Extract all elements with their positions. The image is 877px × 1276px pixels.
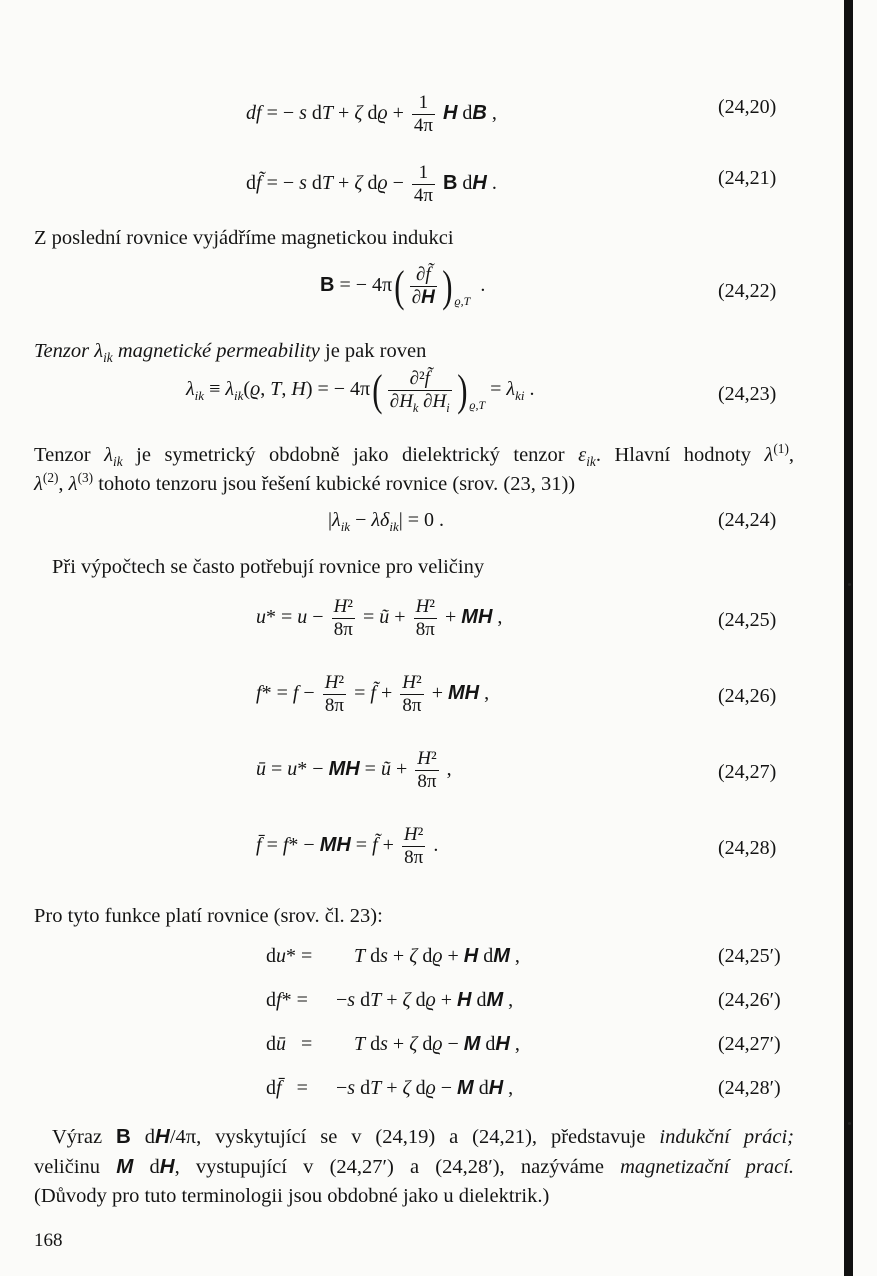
- fraction: $\frac{\partial f̃}{\partial H}$: [411, 264, 435, 308]
- equation-24-27p-lhs: dū =: [266, 1033, 313, 1055]
- page-number: 168: [34, 1230, 63, 1251]
- fraction: $\frac{1}{4\pi}$: [413, 92, 433, 136]
- fraction: $\frac{\text{H²}}{8\pi}$: [403, 824, 424, 868]
- equation-number: (24,20): [718, 96, 777, 118]
- paragraph: [34, 224, 794, 253]
- text-run: indukční práci;: [659, 1126, 795, 1148]
- scan-speck: [848, 583, 851, 586]
- text-line: (Důvody pro tuto terminologii jsou obdobné jako u dielektrik.): [34, 1185, 550, 1207]
- paragraph: Výraz B dH/4π, vyskytující se v (24,19) a (24,21), představuje indukční práci; veličinu M dH, vystupující v (24,27′) a (24,28′), nazýváme magnetizační prací. (Důvody pro tuto terminologii jsou obdobné jako u dielektrik.): [34, 1122, 794, 1211]
- text-line: Pro tyto funkce platí rovnice (srov. čl. 23):: [34, 905, 383, 927]
- equation-24-25p-rhs: T ds + ζ dϱ + H dM ,: [354, 945, 520, 967]
- equation-number: (24,27): [718, 761, 777, 783]
- equation-24-27p-rhs: T ds + ζ dϱ − M dH ,: [354, 1033, 520, 1055]
- equation-number: (24,28): [718, 837, 777, 859]
- equation-number: (24,24): [718, 509, 777, 531]
- equation-number: (24,27′): [718, 1033, 781, 1055]
- equation-number: (24,25′): [718, 945, 781, 967]
- text-run: magnetizační prací.: [620, 1156, 795, 1178]
- equation-number: (24,26): [718, 685, 777, 707]
- equation-24-28: f̄ = f* − MH = f̃ + $\frac{\text{H²}}{8\pi}$ .: [256, 824, 439, 868]
- text-run: veličinu: [34, 1156, 101, 1178]
- paragraph: Tenzor $\lambda_{ik}$ magnetické permeability je pak roven: [34, 340, 427, 366]
- fraction: $\frac{\text{∂²f̃}}{\partial H_k \partial H_i}$: [389, 368, 450, 415]
- text-run: Výraz: [52, 1126, 103, 1148]
- text-line: Z poslední rovnice vyjádříme magnetickou indukci: [34, 227, 454, 249]
- text-run: je pak roven: [325, 340, 427, 362]
- text-line: Při výpočtech se často potřebují rovnice pro veličiny: [52, 556, 485, 578]
- equation-24-26p-rhs: −s dT + ζ dϱ + H dM ,: [336, 989, 514, 1011]
- equation-number: (24,23): [718, 383, 777, 405]
- equation-number: (24,21): [718, 167, 777, 189]
- fraction: $\frac{\text{H²}}{8\pi}$: [415, 596, 435, 640]
- fraction: $\frac{\text{H²}}{8\pi}$: [402, 672, 422, 716]
- paragraph: Tenzor $\lambda_{ik}$ je symetrický obdobně jako dielektrický tenzor $\varepsilon_{ik}$. Hlavní hodnoty $\lambda^{(1)}$, $\lambda^{(2)}$, $\lambda^{(3)}$ tohoto tenzoru jsou řešení kubické rovnice (srov. (23, 31)): [34, 441, 795, 495]
- fraction: $\frac{\text{H²}}{8\pi}$: [324, 672, 345, 716]
- equation-24-23: $\lambda_{ik} \equiv \lambda_{ik}(ϱ$, T, H) = − 4π( $\frac{\text{∂²f̃}}{\partial H_k \partial H_i}$ ) $_{ϱ,T} = \lambda_{ki}$ .: [186, 365, 535, 415]
- equation-24-26: f* = f − $\frac{\text{H²}}{8\pi}$ = f̃ + $\frac{\text{H²}}{8\pi}$ + MH ,: [256, 672, 490, 716]
- equation-24-22: B = − 4π( $\frac{\partial f̃}{\partial H}$ ) $_{ϱ,T}$ .: [320, 261, 486, 311]
- paragraph: [52, 553, 812, 582]
- scan-edge-bar: [844, 0, 853, 1276]
- fraction: $\frac{\text{H²}}{8\pi}$: [333, 596, 353, 640]
- paragraph: [34, 902, 794, 931]
- equation-24-28p-lhs: df̄ =: [266, 1077, 308, 1099]
- equation-24-28p-rhs: −s dT + ζ dϱ − M dH ,: [336, 1077, 514, 1099]
- equation-24-21: df̃ = − s dT + ζ dϱ − $\frac{1}{4\pi}$ B dH .: [246, 162, 497, 206]
- scan-speck: [848, 1122, 851, 1125]
- fraction: $\frac{\text{H²}}{8\pi}$: [417, 748, 437, 792]
- equation-number: (24,28′): [718, 1077, 781, 1099]
- equation-24-26p-lhs: df* =: [266, 989, 308, 1011]
- equation-24-25: u* = u − $\frac{\text{H²}}{8\pi}$ = ũ + $\frac{\text{H²}}{8\pi}$ + MH ,: [256, 596, 503, 640]
- equation-number: (24,26′): [718, 989, 781, 1011]
- equation-24-20: df = − s dT + ζ dϱ + $\frac{1}{4\pi}$ H dB ,: [246, 92, 497, 136]
- equation-24-27: ū = u* − MH = ũ + $\frac{\text{H²}}{8\pi}$ ,: [256, 748, 452, 792]
- equation-24-24: $|\lambda_{ik} - \lambda\delta_{ik}| = 0$ .: [328, 509, 445, 534]
- equation-number: (24,22): [718, 280, 777, 302]
- equation-24-25p-lhs: du* =: [266, 945, 313, 967]
- equation-number: (24,25): [718, 609, 777, 631]
- fraction: $\frac{1}{4\pi}$: [413, 162, 433, 206]
